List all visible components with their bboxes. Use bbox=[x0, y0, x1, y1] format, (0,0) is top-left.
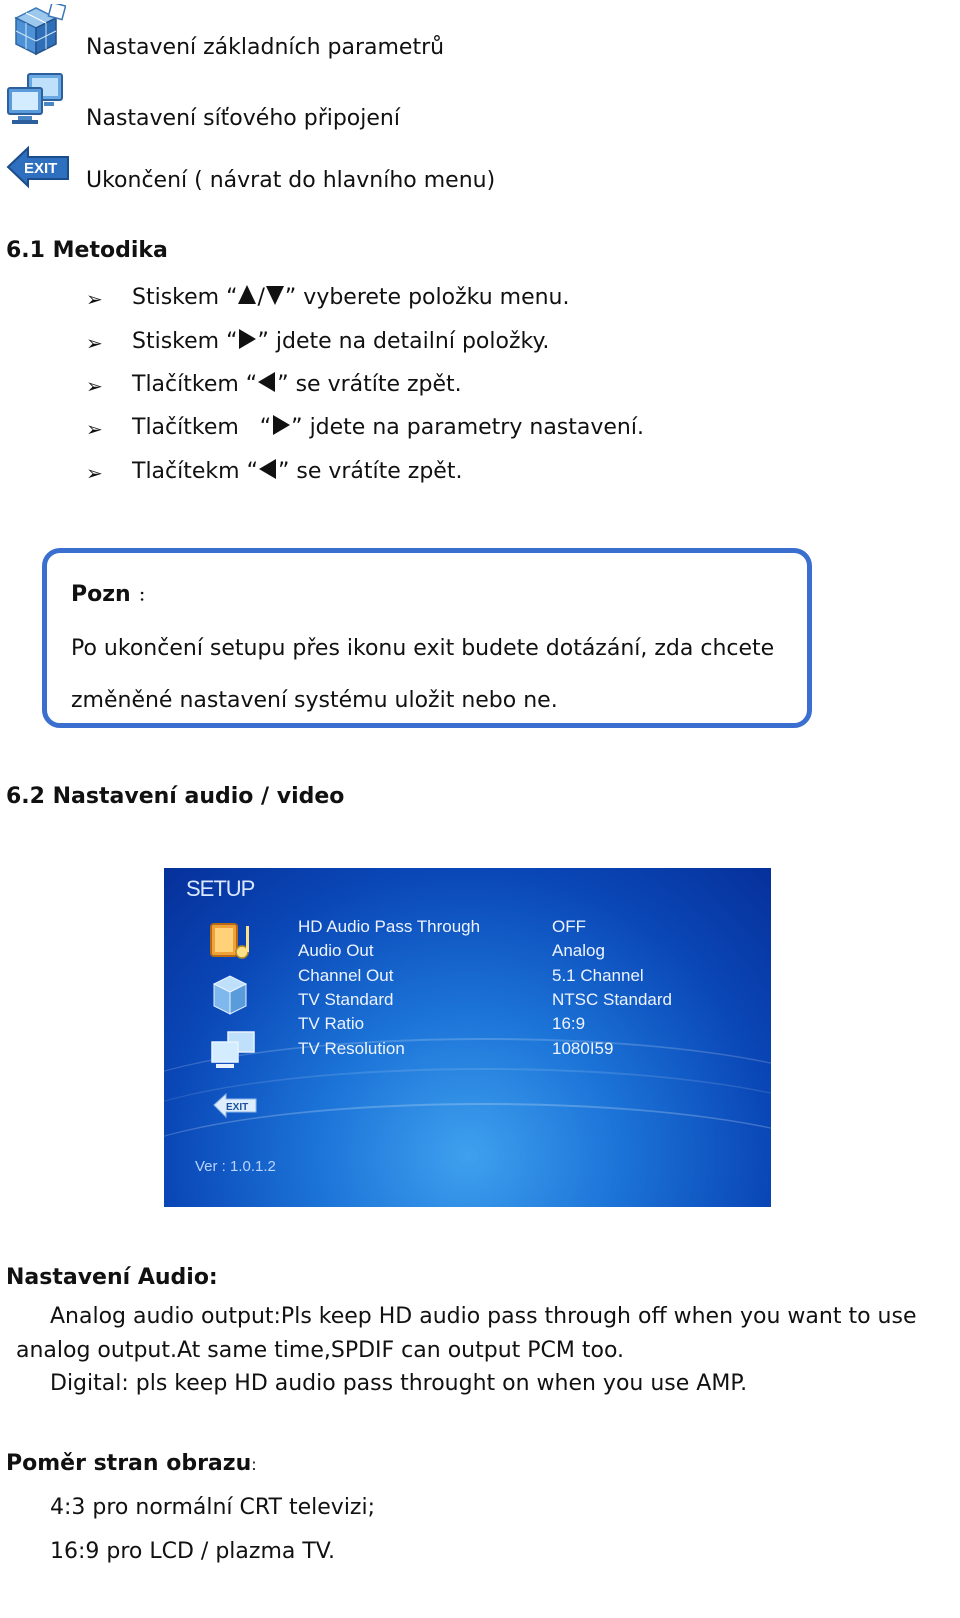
setup-title: SETUP bbox=[186, 876, 255, 901]
bullet-item-4: Tlačítkem “ ” jdete na parametry nastavení. bbox=[132, 415, 644, 440]
setup-value-tv-resolution[interactable]: 1080I59 bbox=[552, 1039, 614, 1058]
setup-label-tv-resolution[interactable]: TV Resolution bbox=[298, 1039, 405, 1058]
bullet-item-5: Tlačítekm “ ” se vrátíte zpět. bbox=[132, 459, 463, 484]
network-monitors-icon bbox=[210, 1030, 256, 1072]
section-heading-audio-video: 6.2 Nastavení audio / video bbox=[6, 784, 345, 809]
setup-value-audio-out[interactable]: Analog bbox=[552, 941, 605, 960]
bullet-item-2: Stiskem “ ” jdete na detailní položky. bbox=[132, 329, 550, 354]
audio-video-icon bbox=[208, 916, 254, 962]
note-title: Pozn ： bbox=[71, 582, 155, 607]
setup-label-tv-standard[interactable]: TV Standard bbox=[298, 990, 394, 1009]
note-line-2: změněné nastavení systému uložit nebo ne. bbox=[71, 688, 558, 713]
network-monitors-icon bbox=[6, 72, 66, 128]
cube-settings-icon bbox=[6, 4, 66, 60]
right-triangle-icon bbox=[237, 328, 257, 350]
setup-value-tv-standard[interactable]: NTSC Standard bbox=[552, 990, 672, 1009]
setup-screen-image bbox=[164, 868, 771, 1207]
up-triangle-icon bbox=[237, 284, 257, 306]
bullet-arrow-icon: ➢ bbox=[86, 417, 103, 441]
bullet-arrow-icon: ➢ bbox=[86, 331, 103, 355]
menu-label-network-settings: Nastavení síťového připojení bbox=[86, 106, 400, 131]
audio-heading: Nastavení Audio: bbox=[6, 1265, 218, 1290]
ratio-heading: Poměr stran obrazu: bbox=[6, 1451, 257, 1476]
menu-label-exit: Ukončení ( návrat do hlavního menu) bbox=[86, 168, 496, 193]
setup-value-hd-audio[interactable]: OFF bbox=[552, 917, 586, 936]
exit-arrow-icon[interactable] bbox=[212, 1090, 258, 1120]
cube-settings-icon bbox=[210, 974, 250, 1018]
setup-value-tv-ratio[interactable]: 16:9 bbox=[552, 1014, 586, 1033]
menu-label-basic-settings: Nastavení základních parametrů bbox=[86, 35, 445, 60]
setup-label-tv-ratio[interactable]: TV Ratio bbox=[298, 1014, 365, 1033]
setup-exit-label: EXIT bbox=[226, 1102, 249, 1113]
bullet-arrow-icon: ➢ bbox=[86, 461, 103, 485]
setup-label-channel-out[interactable]: Channel Out bbox=[298, 966, 394, 985]
left-triangle-icon bbox=[257, 371, 277, 393]
audio-line-1: Analog audio output:Pls keep HD audio pass through off when you want to use bbox=[50, 1304, 917, 1329]
bullet-arrow-icon: ➢ bbox=[86, 287, 103, 311]
section-heading-metodika: 6.1 Metodika bbox=[6, 238, 168, 263]
setup-version: Ver : 1.0.1.2 bbox=[195, 1158, 276, 1175]
audio-line-3: Digital: pls keep HD audio pass throught on when you use AMP. bbox=[50, 1371, 748, 1396]
exit-arrow-icon bbox=[6, 142, 66, 198]
right-triangle-icon bbox=[271, 414, 291, 436]
audio-line-2: analog output.At same time,SPDIF can output PCM too. bbox=[16, 1338, 625, 1363]
exit-icon-text: EXIT bbox=[24, 160, 58, 177]
ratio-line-1: 4:3 pro normální CRT televizi; bbox=[50, 1495, 376, 1520]
left-triangle-icon bbox=[258, 458, 278, 480]
setup-value-channel-out[interactable]: 5.1 Channel bbox=[552, 966, 644, 985]
bullet-item-1: Stiskem “ / ” vyberete položku menu. bbox=[132, 285, 570, 310]
ratio-line-2: 16:9 pro LCD / plazma TV. bbox=[50, 1539, 335, 1564]
bullet-arrow-icon: ➢ bbox=[86, 374, 103, 398]
setup-label-hd-audio[interactable]: HD Audio Pass Through bbox=[298, 917, 481, 936]
note-line-1: Po ukončení setupu přes ikonu exit budete dotázání, zda chcete bbox=[71, 636, 775, 661]
bullet-item-3: Tlačítkem “ ” se vrátíte zpět. bbox=[132, 372, 462, 397]
setup-label-audio-out[interactable]: Audio Out bbox=[298, 941, 374, 960]
note-box bbox=[42, 548, 812, 728]
down-triangle-icon bbox=[265, 284, 285, 306]
